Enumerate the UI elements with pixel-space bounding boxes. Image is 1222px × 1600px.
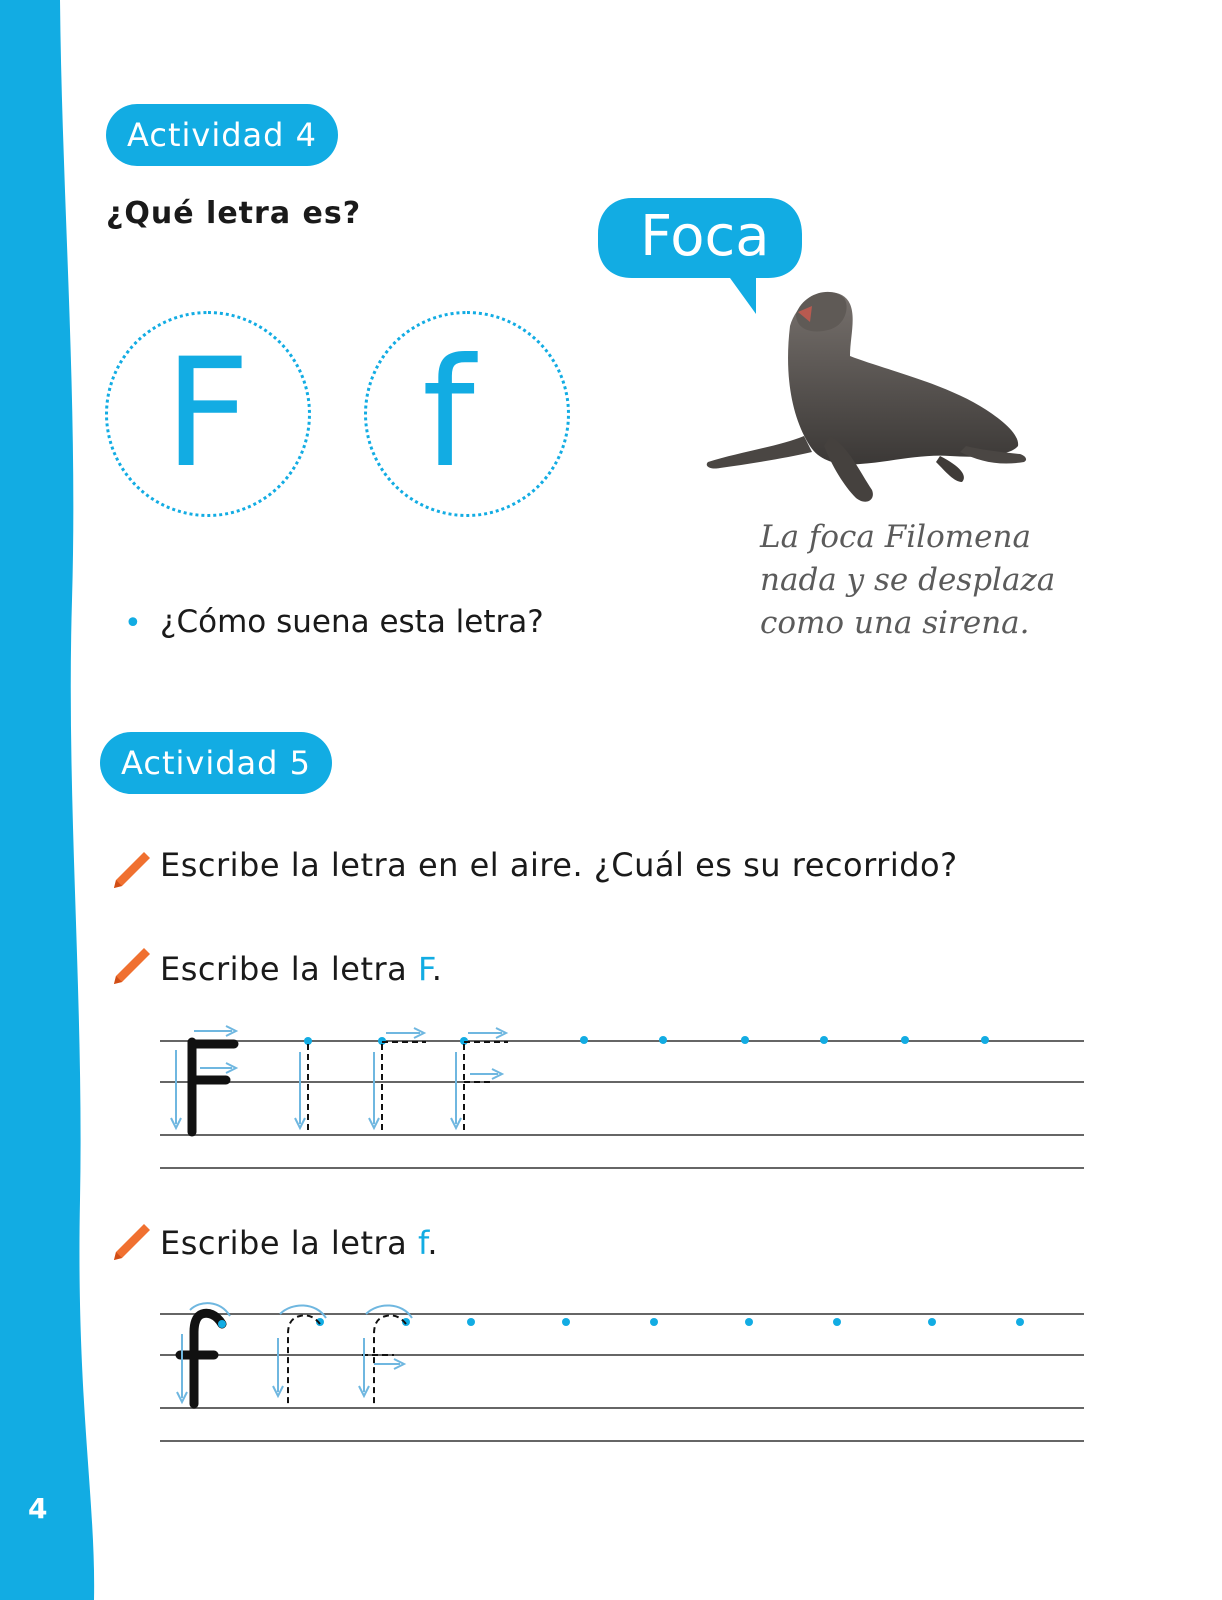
bullet-dot: •	[124, 606, 142, 641]
pencil-icon	[110, 946, 152, 988]
pencil-icon	[110, 850, 152, 892]
pencil-icon	[110, 1222, 152, 1264]
lower-f-writing-lines	[160, 1294, 1086, 1454]
activity-4-badge: Actividad 4	[106, 104, 338, 166]
activity-5-badge: Actividad 5	[100, 732, 332, 794]
upper-f-writing-lines	[160, 1020, 1086, 1180]
bullet-question: ¿Cómo suena esta letra?	[160, 604, 544, 640]
speech-word: Foca	[640, 204, 770, 269]
instruction-letter: f	[417, 1224, 428, 1262]
instruction-period: .	[431, 950, 443, 988]
upper-letter: F	[164, 327, 251, 501]
seal-caption: La foca Filomena nada y se desplaza como una sirena.	[760, 519, 1056, 641]
page-number: 4	[28, 1492, 48, 1525]
instruction-air: Escribe la letra en el aire. ¿Cuál es su recorrido?	[160, 846, 958, 884]
instruction-lower-f	[160, 1224, 438, 1262]
lower-letter: f	[422, 327, 475, 501]
instruction-upper-f	[160, 950, 442, 988]
seal-image	[700, 286, 1030, 512]
left-blue-band	[0, 0, 110, 1600]
activity-4-question: ¿Qué letra es?	[106, 196, 362, 231]
instruction-text: Escribe la letra	[160, 1224, 418, 1262]
instruction-period: .	[427, 1224, 439, 1262]
instruction-letter: F	[417, 950, 432, 988]
instruction-text: Escribe la letra	[160, 950, 418, 988]
